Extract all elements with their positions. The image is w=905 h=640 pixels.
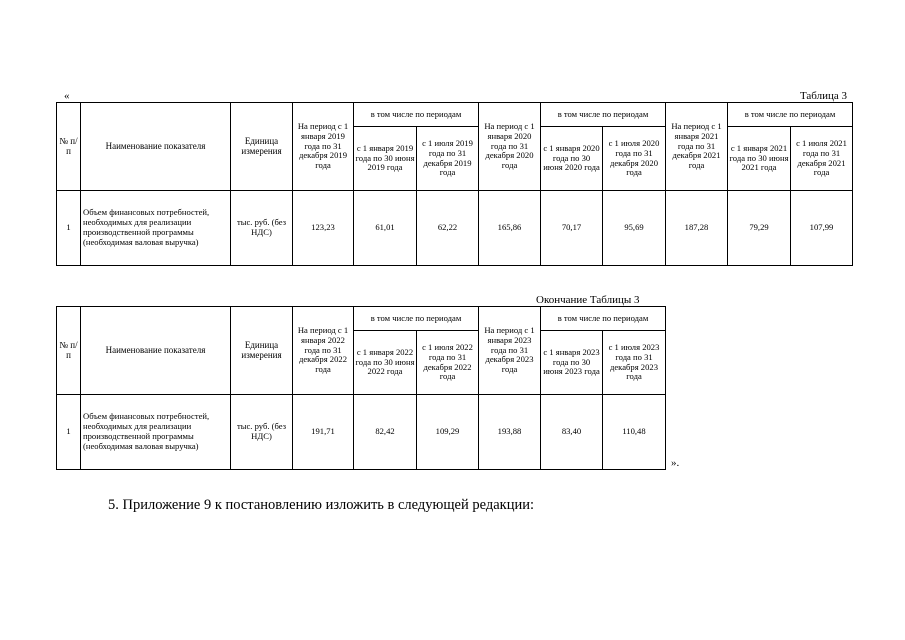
value-cell: 82,42 [354, 395, 417, 470]
tariff-table-2022-2023 [56, 306, 666, 470]
header-sub-2021: в том числе по периодам [728, 103, 853, 127]
value-cell: 165,86 [479, 191, 541, 266]
header-h2-2020: с 1 июля 2020 года по 31 декабря 2020 года [603, 127, 666, 191]
header-num: № п/п [57, 307, 81, 395]
amendment-paragraph: 5. Приложение 9 к постановлению изложить в следующей редакции: [108, 497, 535, 513]
value-cell: 109,29 [417, 395, 479, 470]
value-cell: 61,01 [354, 191, 417, 266]
header-num: № п/п [57, 103, 81, 191]
value-cell: 83,40 [541, 395, 603, 470]
opening-quote: « [64, 90, 70, 102]
header-period-2021: На период с 1 января 2021 года по 31 декабря 2021 года [666, 103, 728, 191]
header-unit: Единица измерения [231, 307, 293, 395]
header-period-2020: На период с 1 января 2020 года по 31 декабря 2020 года [479, 103, 541, 191]
header-sub-2019: в том числе по периодам [354, 103, 479, 127]
row-name: Объем финансовых потребностей, необходимых для реализации производственной программы (необходимая валовая выручка) [81, 395, 231, 470]
value-cell: 107,99 [791, 191, 853, 266]
table-row [57, 191, 853, 266]
value-cell: 193,88 [479, 395, 541, 470]
header-sub-2022: в том числе по периодам [354, 307, 479, 331]
header-h2-2022: с 1 июля 2022 года по 31 декабря 2022 года [417, 331, 479, 395]
header-period-2019: На период с 1 января 2019 года по 31 декабря 2019 года [293, 103, 354, 191]
header-h1-2023: с 1 января 2023 года по 30 июня 2023 года [541, 331, 603, 395]
header-unit: Единица измерения [231, 103, 293, 191]
header-sub-2023: в том числе по периодам [541, 307, 666, 331]
header-period-2023: На период с 1 января 2023 года по 31 декабря 2023 года [479, 307, 541, 395]
header-h1-2022: с 1 января 2022 года по 30 июня 2022 года [354, 331, 417, 395]
closing-quote: ». [671, 457, 680, 469]
tariff-table-2019-2021 [56, 102, 853, 266]
value-cell: 95,69 [603, 191, 666, 266]
row-unit: тыс. руб. (без НДС) [231, 395, 293, 470]
header-h1-2020: с 1 января 2020 года по 30 июня 2020 года [541, 127, 603, 191]
table-continuation-caption: Окончание Таблицы 3 [536, 294, 640, 306]
value-cell: 79,29 [728, 191, 791, 266]
header-period-2022: На период с 1 января 2022 года по 31 декабря 2022 года [293, 307, 354, 395]
header-name: Наименование показателя [81, 307, 231, 395]
header-sub-2020: в том числе по периодам [541, 103, 666, 127]
row-num: 1 [57, 191, 81, 266]
value-cell: 62,22 [417, 191, 479, 266]
header-h2-2021: с 1 июля 2021 года по 31 декабря 2021 года [791, 127, 853, 191]
value-cell: 110,48 [603, 395, 666, 470]
value-cell: 187,28 [666, 191, 728, 266]
value-cell: 191,71 [293, 395, 354, 470]
row-num: 1 [57, 395, 81, 470]
header-h2-2019: с 1 июля 2019 года по 31 декабря 2019 года [417, 127, 479, 191]
table-caption: Таблица 3 [799, 90, 847, 102]
header-h1-2021: с 1 января 2021 года по 30 июня 2021 года [728, 127, 791, 191]
header-name: Наименование показателя [81, 103, 231, 191]
header-h2-2023: с 1 июля 2023 года по 31 декабря 2023 года [603, 331, 666, 395]
value-cell: 70,17 [541, 191, 603, 266]
header-h1-2019: с 1 января 2019 года по 30 июня 2019 года [354, 127, 417, 191]
table-row [57, 395, 666, 470]
row-unit: тыс. руб. (без НДС) [231, 191, 293, 266]
value-cell: 123,23 [293, 191, 354, 266]
row-name: Объем финансовых потребностей, необходимых для реализации производственной программы (необходимая валовая выручка) [81, 191, 231, 266]
